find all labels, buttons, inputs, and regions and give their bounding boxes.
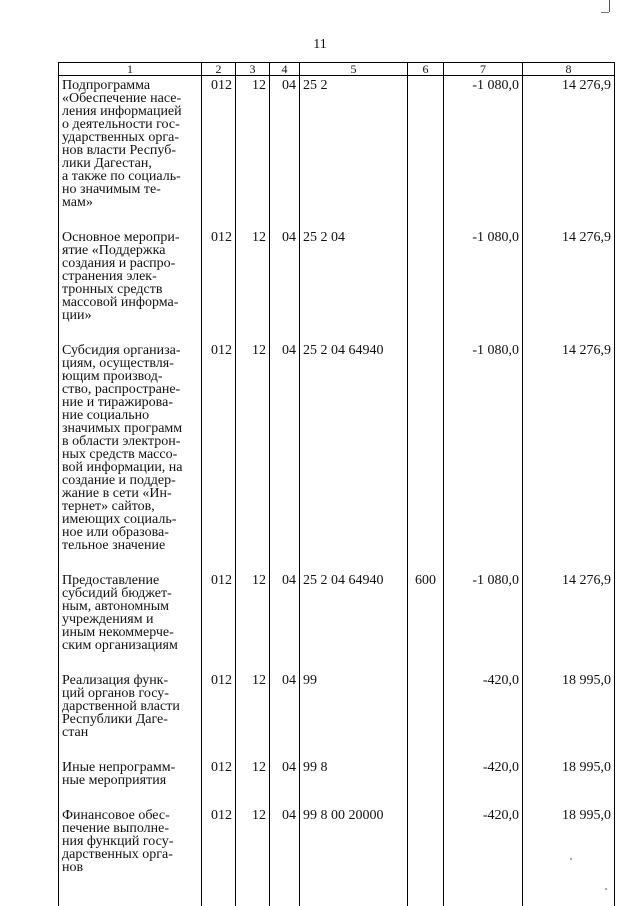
change-amount-cell: -1 080,0 bbox=[444, 229, 523, 342]
table-row bbox=[59, 572, 615, 672]
total-amount-cell: 18 995,0 bbox=[523, 759, 615, 807]
target-article-cell: 25 2 04 64940 bbox=[300, 572, 408, 672]
expense-type-cell: 600 bbox=[408, 572, 444, 672]
change-amount-cell: -1 080,0 bbox=[444, 76, 523, 230]
row-name-cell bbox=[59, 572, 202, 672]
change-amount-cell: -420,0 bbox=[444, 672, 523, 759]
row-name-line: но значимым те- bbox=[62, 182, 161, 197]
scan-speck bbox=[605, 888, 607, 890]
empty-cell bbox=[523, 874, 615, 906]
target-article-cell: 25 2 04 64940 bbox=[300, 342, 408, 572]
target-article-cell: 25 2 bbox=[300, 76, 408, 230]
subsection-code-cell: 04 bbox=[270, 672, 300, 759]
row-name-line: а также по социаль- bbox=[62, 169, 181, 184]
scan-mark bbox=[601, 12, 609, 13]
column-header: 5 bbox=[300, 63, 408, 76]
table-row bbox=[59, 342, 615, 572]
page-number: 11 bbox=[313, 37, 327, 52]
column-header: 1 bbox=[59, 63, 202, 76]
row-name-cell bbox=[59, 229, 202, 342]
column-header: 2 bbox=[202, 63, 236, 76]
row-name-line: ным, автономным bbox=[62, 599, 170, 614]
row-name-line: учреждениям и bbox=[62, 612, 154, 627]
row-name-line: Предоставление bbox=[62, 573, 160, 588]
row-name-line: ции» bbox=[62, 308, 92, 323]
change-amount-cell: -420,0 bbox=[444, 759, 523, 807]
admin-code-cell: 012 bbox=[202, 76, 236, 230]
total-amount-cell: 14 276,9 bbox=[523, 572, 615, 672]
row-name-line: ния функций госу- bbox=[62, 834, 174, 849]
row-name-line: ных средств массо- bbox=[62, 447, 178, 462]
row-name-line: создание и поддер- bbox=[62, 473, 176, 488]
row-name-cell bbox=[59, 76, 202, 230]
target-article-cell: 99 8 bbox=[300, 759, 408, 807]
expense-type-cell bbox=[408, 342, 444, 572]
admin-code-cell: 012 bbox=[202, 572, 236, 672]
row-name-line: ударственных орга- bbox=[62, 130, 180, 145]
row-name-line: ние и тиражирова- bbox=[62, 395, 173, 410]
empty-cell bbox=[59, 874, 202, 906]
header-row bbox=[59, 63, 615, 76]
total-amount-cell: 14 276,9 bbox=[523, 342, 615, 572]
admin-code-cell: 012 bbox=[202, 672, 236, 759]
subsection-code-cell: 04 bbox=[270, 759, 300, 807]
row-name-line: Реализация функ- bbox=[62, 673, 169, 688]
section-code-cell: 12 bbox=[236, 76, 270, 230]
row-name-line: тронных средств bbox=[62, 282, 163, 297]
empty-cell bbox=[202, 874, 236, 906]
row-name-line: дарственных орга- bbox=[62, 847, 173, 862]
row-name-line: Субсидия организа- bbox=[62, 343, 181, 358]
row-name-line: тернет» сайтов, bbox=[62, 499, 155, 514]
row-name-line: вой информации, на bbox=[62, 460, 183, 475]
row-name-line: ные мероприятия bbox=[62, 773, 167, 788]
table-row bbox=[59, 807, 615, 874]
row-name-line: Финансовое обес- bbox=[62, 808, 170, 823]
row-name-line: ное или образова- bbox=[62, 525, 169, 540]
total-amount-cell: 18 995,0 bbox=[523, 807, 615, 874]
subsection-code-cell: 04 bbox=[270, 342, 300, 572]
subsection-code-cell: 04 bbox=[270, 807, 300, 874]
admin-code-cell: 012 bbox=[202, 342, 236, 572]
empty-cell bbox=[236, 874, 270, 906]
section-code-cell: 12 bbox=[236, 807, 270, 874]
row-name-cell bbox=[59, 342, 202, 572]
change-amount-cell: -420,0 bbox=[444, 807, 523, 874]
row-name-line: Подпрограмма bbox=[62, 78, 151, 93]
row-name-line: «Обеспечение насе- bbox=[62, 91, 182, 106]
row-name-line: ство, распростране- bbox=[62, 382, 181, 397]
row-name-line: о деятельности гос- bbox=[62, 117, 180, 132]
subsection-code-cell: 04 bbox=[270, 229, 300, 342]
row-name-line: странения элек- bbox=[62, 269, 157, 284]
column-header: 8 bbox=[523, 63, 615, 76]
expense-type-cell bbox=[408, 759, 444, 807]
expense-type-cell bbox=[408, 76, 444, 230]
section-code-cell: 12 bbox=[236, 572, 270, 672]
table-row bbox=[59, 672, 615, 759]
expense-type-cell bbox=[408, 807, 444, 874]
row-name-line: значимых программ bbox=[62, 421, 183, 436]
row-name-line: ления информацией bbox=[62, 104, 182, 119]
scan-mark bbox=[609, 0, 610, 12]
row-name-line: лики Дагестан, bbox=[62, 156, 152, 171]
row-name-line: нов власти Респуб- bbox=[62, 143, 177, 158]
row-name-line: печение выполне- bbox=[62, 821, 169, 836]
row-name-line: имеющих социаль- bbox=[62, 512, 177, 527]
row-name-cell bbox=[59, 759, 202, 807]
target-article-cell: 99 bbox=[300, 672, 408, 759]
row-name-line: дарственной власти bbox=[62, 699, 180, 714]
row-name-line: ций органов госу- bbox=[62, 686, 169, 701]
row-name-line: создания и распро- bbox=[62, 256, 176, 271]
column-header: 6 bbox=[408, 63, 444, 76]
admin-code-cell: 012 bbox=[202, 807, 236, 874]
row-name-line: тельное значение bbox=[62, 538, 166, 553]
total-amount-cell: 14 276,9 bbox=[523, 76, 615, 230]
section-code-cell: 12 bbox=[236, 229, 270, 342]
row-name-cell bbox=[59, 807, 202, 874]
section-code-cell: 12 bbox=[236, 759, 270, 807]
empty-cell bbox=[444, 874, 523, 906]
column-header: 7 bbox=[444, 63, 523, 76]
row-name-line: ятие «Поддержка bbox=[62, 243, 166, 258]
change-amount-cell: -1 080,0 bbox=[444, 342, 523, 572]
expense-type-cell bbox=[408, 672, 444, 759]
column-header: 3 bbox=[236, 63, 270, 76]
row-name-line: Иные непрограмм- bbox=[62, 760, 176, 775]
table-filler-row bbox=[59, 874, 615, 906]
column-header: 4 bbox=[270, 63, 300, 76]
row-name-line: ние социально bbox=[62, 408, 150, 423]
row-name-line: жание в сети «Ин- bbox=[62, 486, 172, 501]
expense-type-cell bbox=[408, 229, 444, 342]
empty-cell bbox=[300, 874, 408, 906]
budget-table bbox=[58, 62, 615, 906]
scan-speck bbox=[570, 858, 572, 860]
admin-code-cell: 012 bbox=[202, 759, 236, 807]
row-name-line: ским организациям bbox=[62, 638, 178, 653]
row-name-line: в области электрон- bbox=[62, 434, 181, 449]
row-name-line: ющим производ- bbox=[62, 369, 163, 384]
table-row bbox=[59, 759, 615, 807]
row-name-line: Основное меропри- bbox=[62, 230, 180, 245]
subsection-code-cell: 04 bbox=[270, 572, 300, 672]
table-row bbox=[59, 76, 615, 230]
section-code-cell: 12 bbox=[236, 342, 270, 572]
empty-cell bbox=[408, 874, 444, 906]
total-amount-cell: 18 995,0 bbox=[523, 672, 615, 759]
row-name-line: стан bbox=[62, 725, 89, 740]
admin-code-cell: 012 bbox=[202, 229, 236, 342]
row-name-line: массовой информа- bbox=[62, 295, 179, 310]
section-code-cell: 12 bbox=[236, 672, 270, 759]
total-amount-cell: 14 276,9 bbox=[523, 229, 615, 342]
empty-cell bbox=[270, 874, 300, 906]
row-name-line: иным некоммерче- bbox=[62, 625, 174, 640]
row-name-line: мам» bbox=[62, 195, 93, 210]
row-name-line: субсидий бюджет- bbox=[62, 586, 172, 601]
row-name-cell bbox=[59, 672, 202, 759]
row-name-line: нов bbox=[62, 860, 84, 875]
row-name-line: циям, осуществля- bbox=[62, 356, 174, 371]
row-name-line: Республики Даге- bbox=[62, 712, 168, 727]
target-article-cell: 25 2 04 bbox=[300, 229, 408, 342]
target-article-cell: 99 8 00 20000 bbox=[300, 807, 408, 874]
table-row bbox=[59, 229, 615, 342]
subsection-code-cell: 04 bbox=[270, 76, 300, 230]
change-amount-cell: -1 080,0 bbox=[444, 572, 523, 672]
